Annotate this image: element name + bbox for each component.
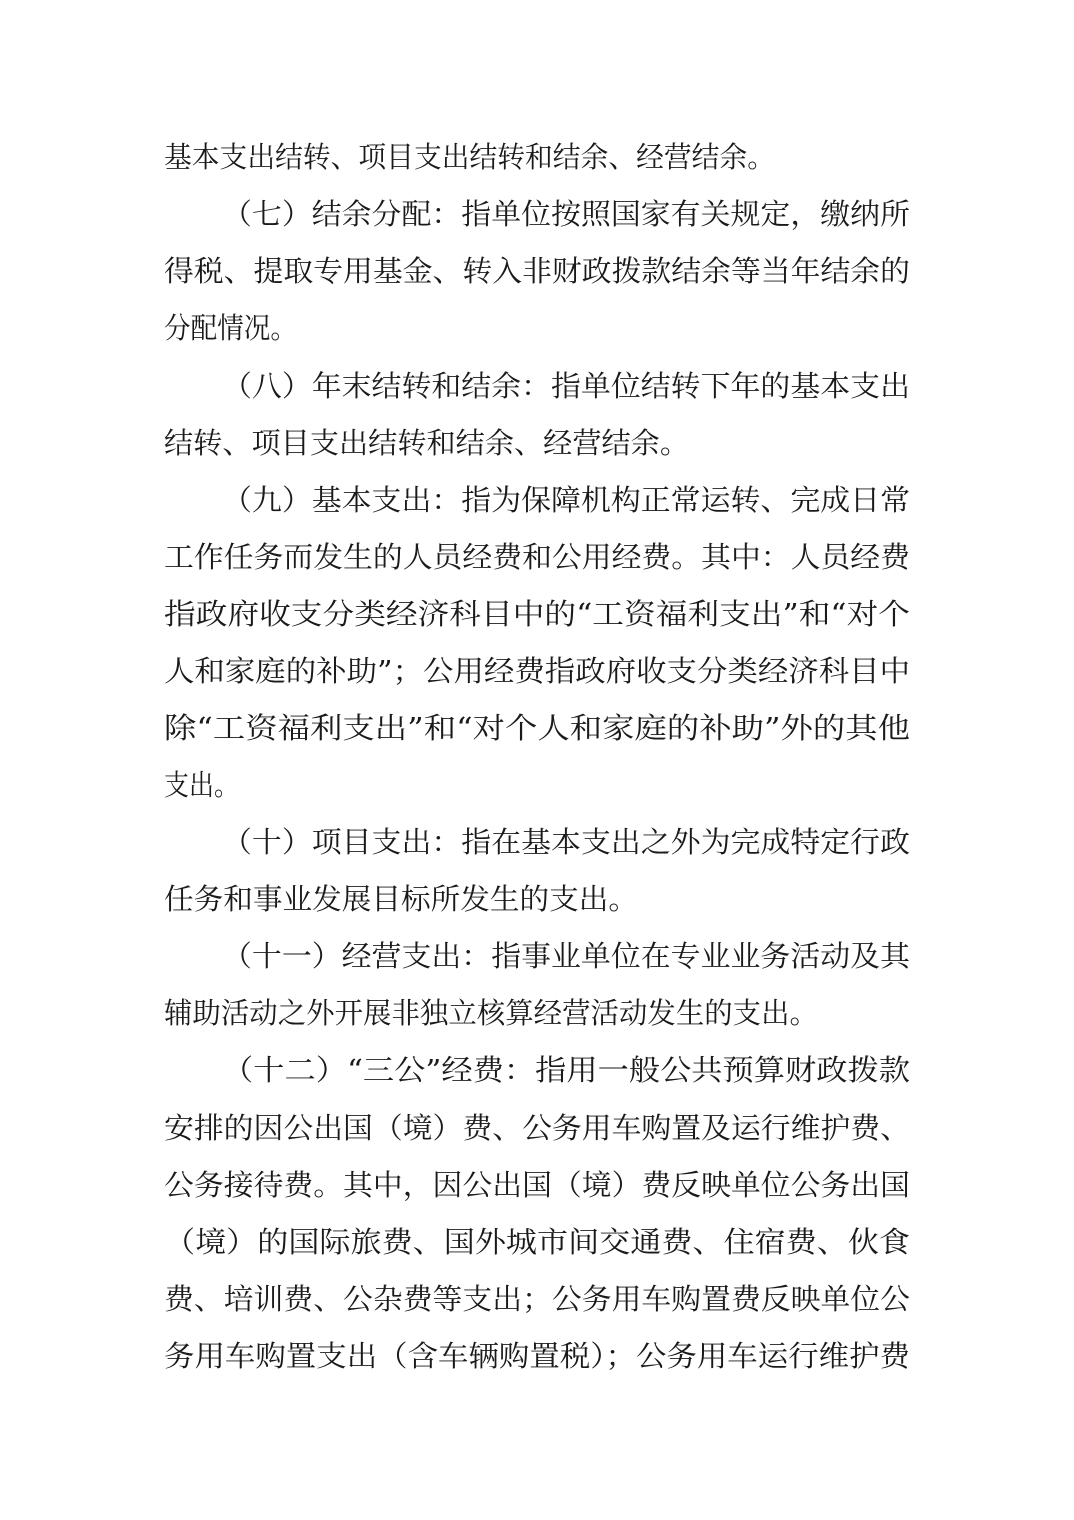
text-line-8 [0, 537, 1074, 577]
line-text: 指政府收支分类经济科目中的“工资福利支出”和“对个 [164, 597, 910, 631]
text-line-21 [0, 1279, 1074, 1319]
line-text: （十二）“三公”经费：指用一般公共预算财政拨款 [222, 1053, 910, 1087]
line-text: （十一）经营支出：指事业单位在专业业务活动及其 [222, 939, 910, 973]
text-line-18 [0, 1108, 1074, 1148]
line-text: （七）结余分配：指单位按照国家有关规定，缴纳所 [222, 197, 910, 231]
text-line-10 [0, 651, 1074, 691]
text-line-7 [0, 480, 1074, 520]
line-text: 任务和事业发展目标所发生的支出。 [164, 882, 638, 916]
line-text: 支出。 [164, 768, 239, 802]
text-line-5 [0, 366, 1074, 406]
text-line-20 [0, 1222, 1074, 1262]
line-text: （十）项目支出：指在基本支出之外为完成特定行政 [222, 825, 910, 859]
text-line-12 [0, 765, 1074, 805]
line-text: （境）的国际旅费、国外城市间交通费、住宿费、伙食 [164, 1225, 910, 1259]
text-line-16 [0, 993, 1074, 1033]
text-line-11 [0, 708, 1074, 748]
text-line-19 [0, 1165, 1074, 1205]
line-text: （九）基本支出：指为保障机构正常运转、完成日常 [222, 483, 910, 517]
line-text: 人和家庭的补助”；公用经费指政府收支分类经济科目中 [164, 654, 910, 688]
line-text: 公务接待费。其中，因公出国（境）费反映单位公务出国 [164, 1168, 910, 1202]
line-text: 费、培训费、公杂费等支出；公务用车购置费反映单位公 [164, 1282, 910, 1316]
text-line-3 [0, 251, 1074, 291]
text-line-2 [0, 194, 1074, 234]
line-text: 安排的因公出国（境）费、公务用车购置及运行维护费、 [164, 1111, 910, 1145]
line-text: 分配情况。 [164, 311, 297, 345]
line-text: 工作任务而发生的人员经费和公用经费。其中：人员经费 [164, 540, 910, 574]
text-line-4 [0, 308, 1074, 348]
text-line-15 [0, 936, 1074, 976]
text-line-17 [0, 1050, 1074, 1090]
text-line-9 [0, 594, 1074, 634]
text-line-22 [0, 1336, 1074, 1376]
line-text: 务用车购置支出（含车辆购置税）；公务用车运行维护费 [164, 1339, 911, 1373]
line-text: 得税、提取专用基金、转入非财政拨款结余等当年结余的 [164, 254, 910, 288]
line-text: 结转、项目支出结转和结余、经营结余。 [164, 426, 689, 460]
line-text: 除“工资福利支出”和“对个人和家庭的补助”外的其他 [164, 711, 910, 745]
line-text: 辅助活动之外开展非独立核算经营活动发生的支出。 [164, 996, 818, 1030]
text-line-6 [0, 423, 1074, 463]
line-text: 基本支出结转、项目支出结转和结余、经营结余。 [164, 140, 775, 174]
text-line-1 [0, 137, 1074, 177]
text-line-14 [0, 879, 1074, 919]
line-text: （八）年末结转和结余：指单位结转下年的基本支出 [222, 369, 910, 403]
text-line-13 [0, 822, 1074, 862]
